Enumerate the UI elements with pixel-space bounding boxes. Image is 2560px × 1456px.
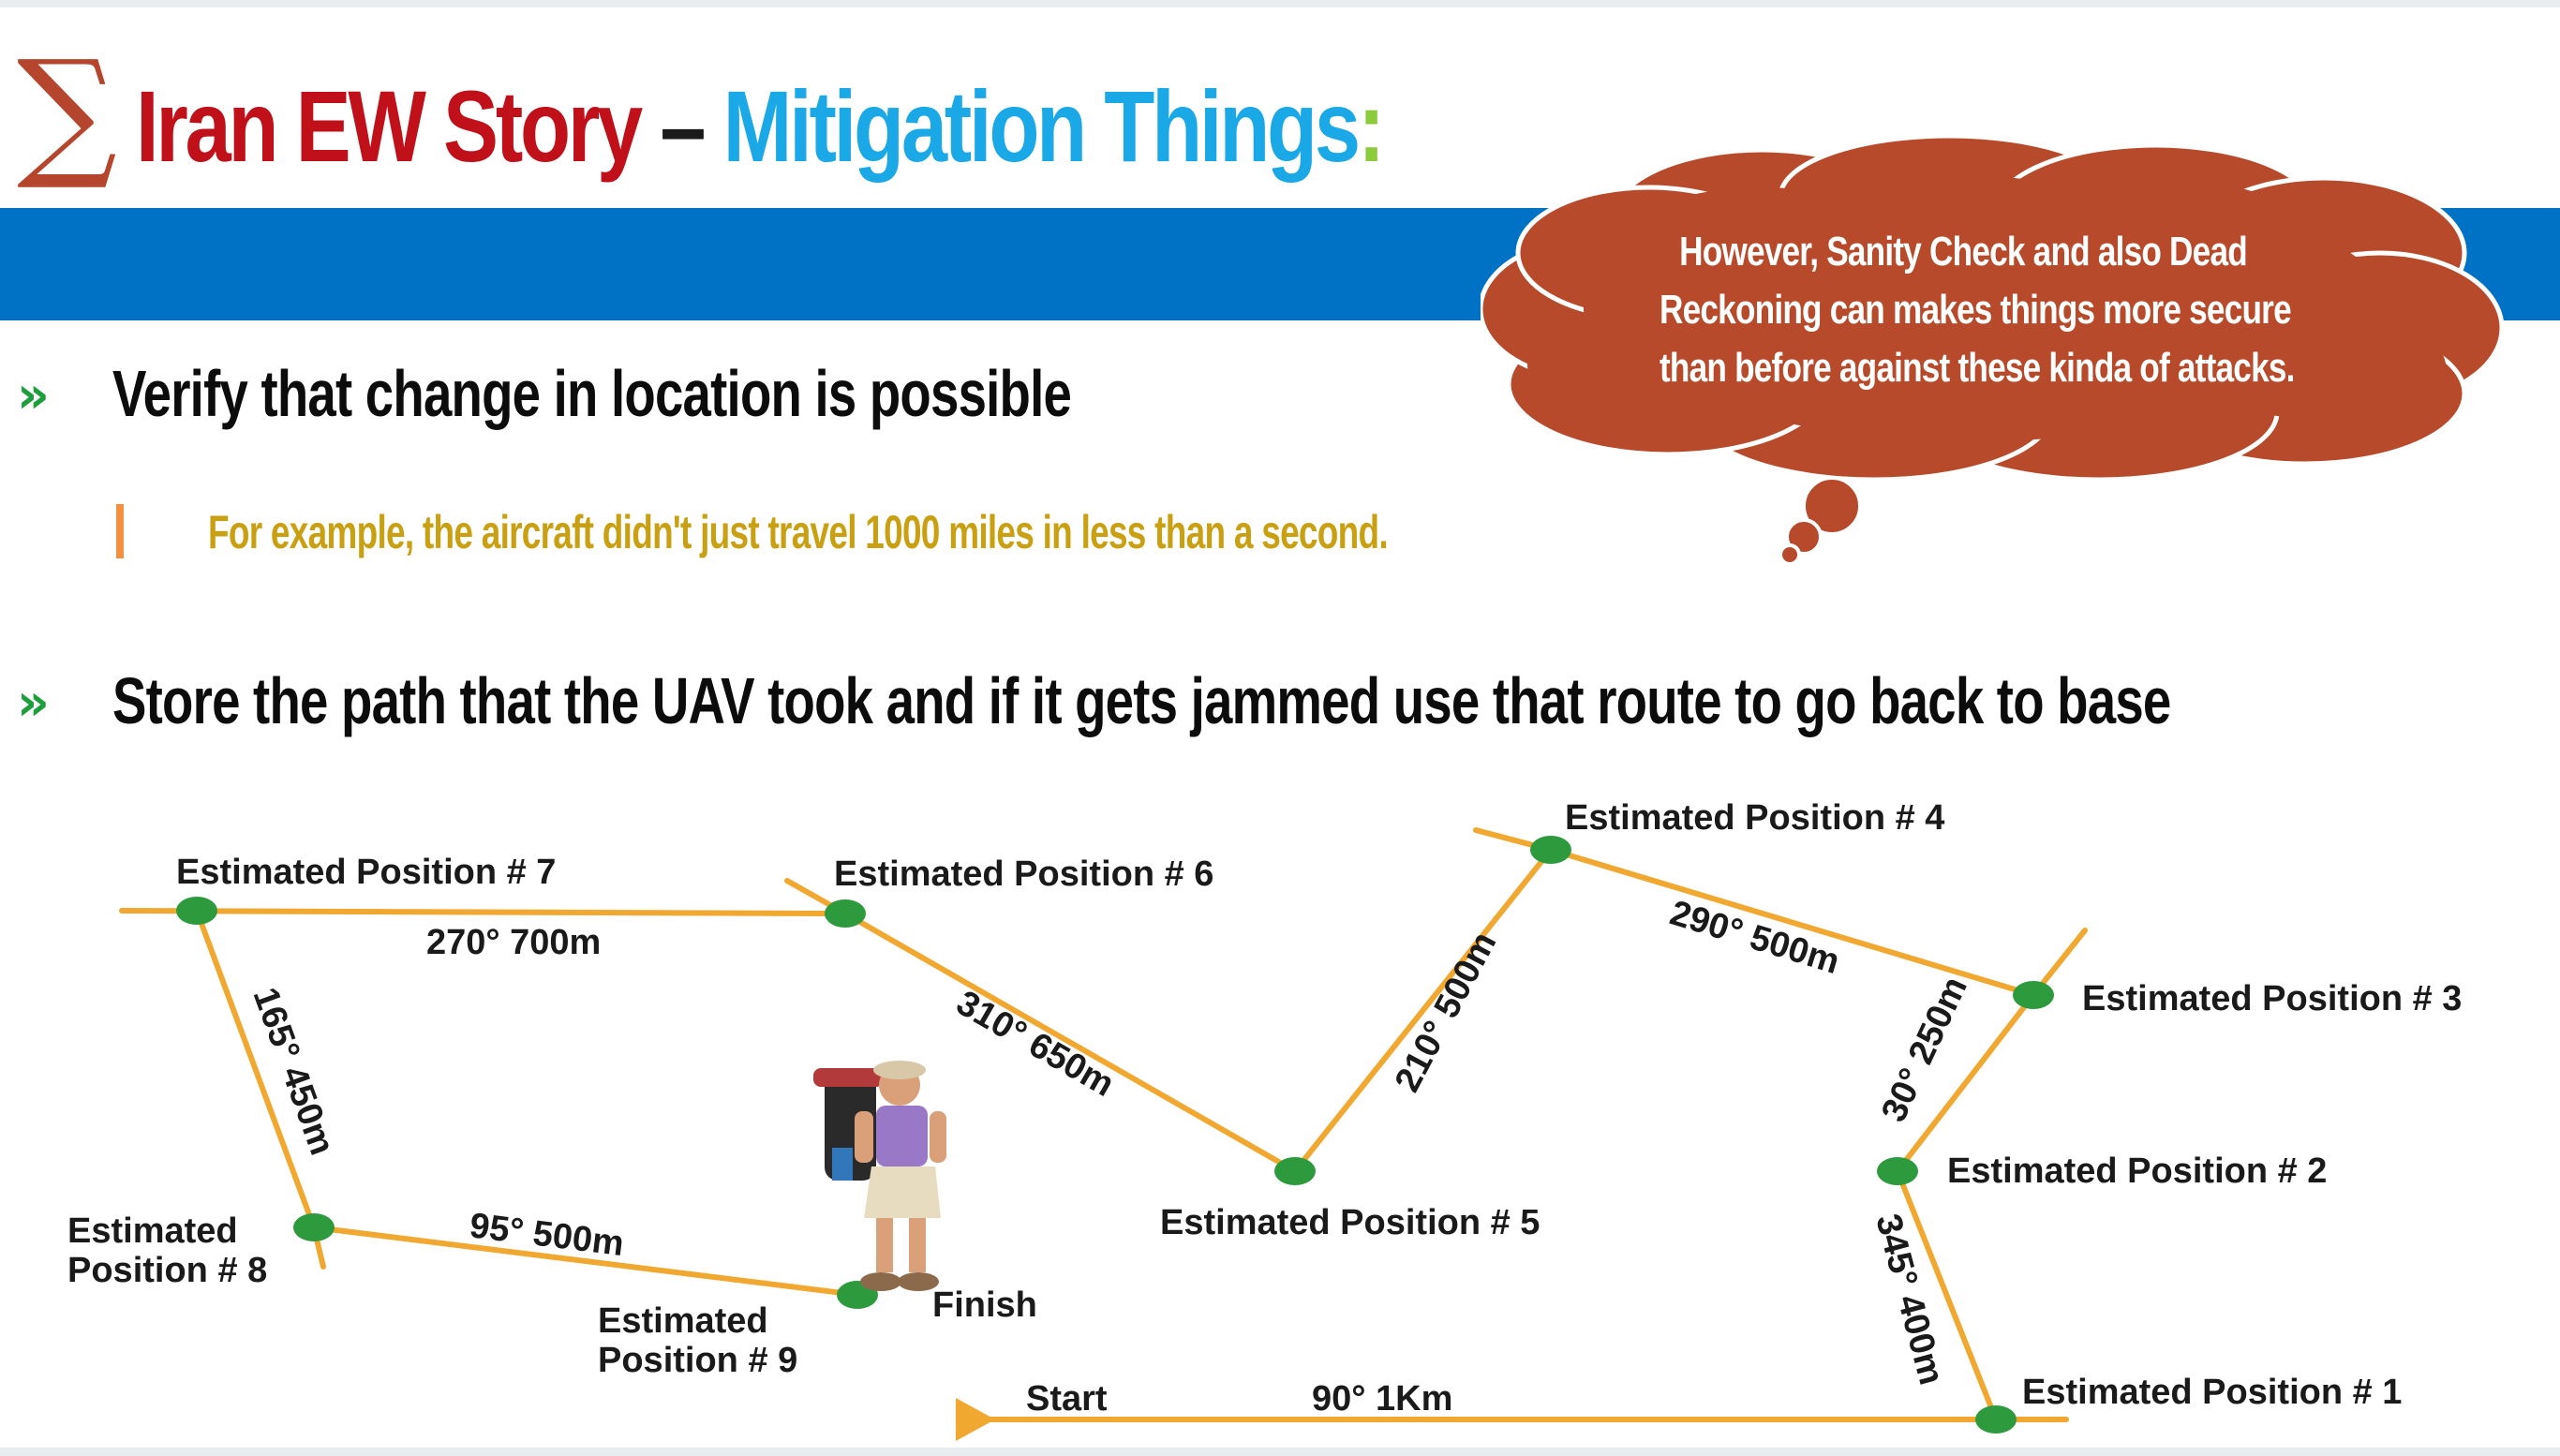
label-p9-line2: Position # 9	[598, 1341, 798, 1380]
node-p2	[1877, 1157, 1918, 1185]
node-p7	[176, 897, 217, 925]
callout-text	[1584, 223, 2343, 397]
title-part-mitigation: Mitigation Things	[722, 69, 1358, 183]
label-p8-line1: Estimated	[67, 1211, 238, 1251]
node-p5	[1274, 1157, 1316, 1185]
label-p6: Estimated Position # 6	[834, 854, 1214, 894]
leg-start-p1: 90° 1Km	[1312, 1379, 1453, 1419]
bullet-marker-1: »	[17, 365, 50, 424]
path-p3-p4	[1551, 850, 2033, 995]
callout-line-1: However, Sanity Check and also Dead	[1679, 229, 2247, 275]
leg-p4-p5: 210° 500m	[1387, 925, 1505, 1099]
node-p6	[825, 899, 866, 928]
leg-p3-p4: 290° 500m	[1665, 893, 1844, 983]
leg-p8-p9: 95° 500m	[467, 1206, 627, 1265]
title-dash: –	[640, 69, 723, 183]
label-p1: Estimated Position # 1	[2022, 1373, 2403, 1412]
node-p4	[1530, 836, 1571, 864]
path-p6-p7	[122, 911, 845, 914]
top-border	[0, 0, 2560, 7]
label-p7: Estimated Position # 7	[176, 853, 557, 892]
label-p4: Estimated Position # 4	[1565, 798, 1945, 838]
leg-p1-p2: 345° 400m	[1868, 1210, 1952, 1389]
title-part-iran: Iran EW Story	[136, 69, 641, 183]
sub-bullet-bar	[116, 504, 124, 558]
label-finish: Finish	[932, 1285, 1037, 1325]
label-p5: Estimated Position # 5	[1160, 1203, 1540, 1242]
bullet-verify-location: Verify that change in location is possible	[112, 357, 1072, 430]
slide-title	[136, 66, 1382, 187]
label-start: Start	[1026, 1379, 1108, 1419]
label-p3: Estimated Position # 3	[2082, 979, 2463, 1018]
sigma-icon: ∑	[17, 31, 118, 194]
callout-line-2: Reckoning can makes things more secure	[1660, 287, 2291, 333]
leg-p7-p8: 165° 450m	[245, 982, 342, 1161]
leg-p5-p6: 310° 650m	[949, 983, 1121, 1105]
callout-line-3: than before against these kinda of attacks.	[1660, 345, 2295, 391]
hiker-with-backpack-icon	[813, 1061, 946, 1291]
title-colon: :	[1357, 69, 1383, 183]
start-arrow-icon	[956, 1398, 995, 1441]
path-p4-p5	[1295, 850, 1551, 1171]
label-p2: Estimated Position # 2	[1947, 1151, 2328, 1191]
bullet-store-path: Store the path that the UAV took and if it gets jammed use that route to go back to base	[112, 664, 2171, 737]
node-p8	[293, 1213, 335, 1241]
label-p9-line1: Estimated	[598, 1301, 768, 1341]
leg-p6-p7: 270° 700m	[426, 923, 602, 962]
node-p3	[2013, 981, 2054, 1009]
label-p8-line2: Position # 8	[67, 1251, 268, 1290]
node-p1	[1975, 1405, 2017, 1434]
sub-bullet-example: For example, the aircraft didn't just travel 1000 miles in less than a second.	[208, 506, 1388, 558]
bottom-border	[0, 1448, 2560, 1456]
leg-p2-p3: 30° 250m	[1874, 971, 1975, 1128]
bullet-marker-2: »	[17, 673, 50, 732]
dead-reckoning-path-diagram	[0, 778, 2560, 1448]
